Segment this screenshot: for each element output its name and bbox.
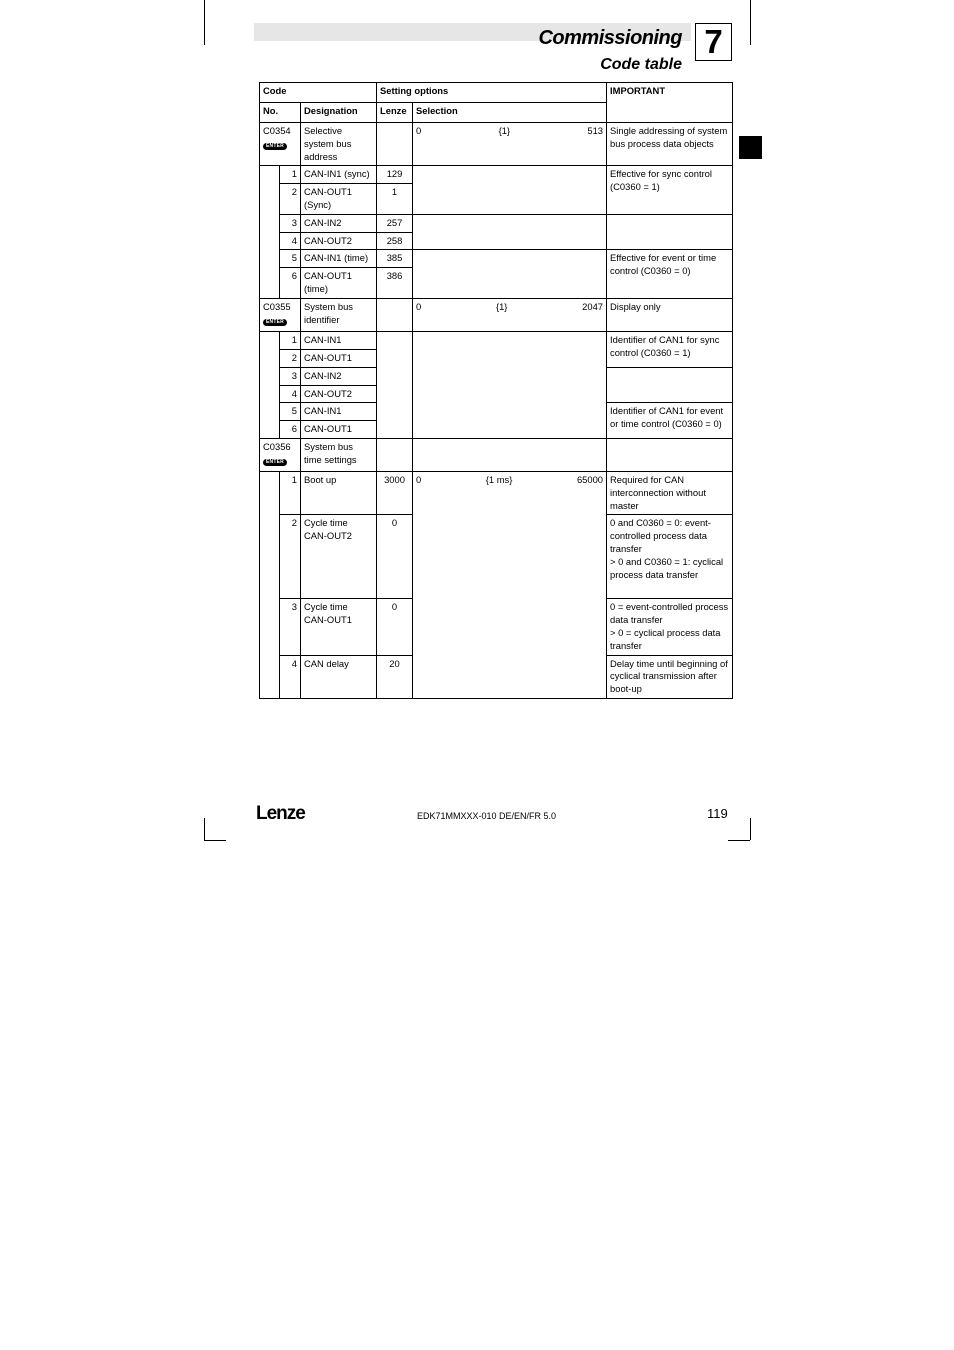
important-line: > 0 and C0360 = 1: cyclical process data transfer: [610, 555, 724, 580]
sub-no: 1: [280, 166, 301, 184]
sub-lenze: 257: [377, 214, 413, 232]
crop-mark: [204, 818, 205, 840]
sub-designation: CAN-OUT2: [301, 232, 377, 250]
code-cell: [260, 299, 301, 332]
lenze-cell: [377, 438, 413, 471]
sub-designation: CAN delay: [301, 655, 377, 698]
header-designation: Designation: [301, 103, 377, 123]
lenze-cell: [377, 299, 413, 332]
sub-lenze: 1: [377, 184, 413, 215]
sub-designation: CAN-IN1: [301, 332, 377, 350]
page-title: Commissioning: [538, 27, 682, 49]
table-row: [260, 123, 733, 166]
important-cell: [607, 515, 733, 599]
important-line: 0 = event-controlled process data transfer: [610, 601, 729, 626]
crop-mark: [750, 818, 751, 840]
selection-cell: [413, 166, 607, 214]
sub-no: 6: [280, 268, 301, 299]
sub-designation: CAN-OUT1 (time): [301, 268, 377, 299]
lenze-logo: Lenze: [256, 803, 305, 824]
important-cell: Effective for event or time control (C0360 = 0): [607, 250, 733, 299]
sub-designation: Boot up: [301, 471, 377, 514]
sub-no: 4: [280, 655, 301, 698]
important-line: > 0 = cyclical process data transfer: [610, 626, 721, 651]
sub-lenze: 20: [377, 655, 413, 698]
table-row: [260, 250, 733, 268]
sub-no: 1: [280, 332, 301, 350]
sub-lenze: 386: [377, 268, 413, 299]
selection-max: 2047: [582, 301, 604, 313]
selection-step: {1 ms}: [485, 473, 513, 485]
table-row: [260, 299, 733, 332]
important-cell: Identifier of CAN1 for sync control (C0360 = 1): [607, 332, 733, 368]
selection-cell: [413, 299, 607, 332]
header-setting-options: Setting options: [377, 83, 607, 103]
selection-cell: [413, 250, 607, 299]
sub-no: 3: [280, 367, 301, 385]
selection-step: {1}: [495, 301, 508, 313]
sub-designation: CAN-OUT2: [301, 385, 377, 403]
sub-designation: Cycle time CAN-OUT2: [301, 515, 377, 599]
sub-lenze: 258: [377, 232, 413, 250]
important-cell: [607, 599, 733, 655]
sub-no: 2: [280, 349, 301, 367]
sub-designation: CAN-OUT1: [301, 349, 377, 367]
table-row: [260, 438, 733, 471]
table-row: [260, 471, 733, 514]
code-label: C0354: [263, 125, 291, 136]
sub-lenze: 0: [377, 515, 413, 599]
important-cell: Required for CAN interconnection without master: [607, 471, 733, 514]
enter-badge: ENTER: [263, 459, 287, 466]
sub-no: 4: [280, 385, 301, 403]
sub-no: 4: [280, 232, 301, 250]
selection-cell: [413, 438, 607, 471]
sub-designation: CAN-OUT1: [301, 421, 377, 439]
sub-designation: CAN-IN2: [301, 367, 377, 385]
selection-step: {1}: [498, 125, 511, 136]
crop-mark: [204, 840, 226, 841]
important-cell: Display only: [607, 299, 733, 332]
sub-no: 5: [280, 250, 301, 268]
code-table: [259, 82, 733, 699]
document-id: EDK71MMXXX-010 DE/EN/FR 5.0: [417, 811, 557, 821]
sub-no: 2: [280, 515, 301, 599]
lenze-cell: [377, 332, 413, 439]
crop-mark: [204, 0, 205, 45]
header-no: No.: [260, 103, 301, 123]
selection-min: 0: [416, 125, 422, 136]
sub-designation: CAN-OUT1 (Sync): [301, 184, 377, 215]
header-code: Code: [260, 83, 377, 103]
important-cell: [607, 214, 733, 250]
header-important: IMPORTANT: [607, 83, 733, 123]
indent-cell: [260, 471, 280, 698]
code-label: C0355: [263, 301, 291, 313]
chapter-number: 7: [695, 23, 732, 61]
sub-no: 6: [280, 421, 301, 439]
page-subtitle: Code table: [600, 56, 682, 73]
chapter-tab-marker: [739, 136, 762, 159]
sub-designation: CAN-IN1 (time): [301, 250, 377, 268]
crop-mark: [728, 840, 750, 841]
designation-cell: System bus identifier: [301, 299, 377, 332]
selection-cell: [413, 214, 607, 250]
sub-no: 3: [280, 214, 301, 232]
sub-lenze: 0: [377, 599, 413, 655]
sub-designation: Cycle time CAN-OUT1: [301, 599, 377, 655]
sub-no: 1: [280, 471, 301, 514]
indent-cell: [260, 166, 280, 299]
table-row: [260, 214, 733, 232]
important-cell: Identifier of CAN1 for event or time control (C0360 = 0): [607, 403, 733, 439]
table-row: [260, 332, 733, 350]
designation-cell: System bus time settings: [301, 438, 377, 471]
code-cell: [260, 123, 301, 166]
code-label: C0356: [263, 440, 291, 452]
sub-lenze: 129: [377, 166, 413, 184]
header-lenze: Lenze: [377, 103, 413, 123]
enter-badge: ENTER: [263, 319, 287, 326]
selection-cell: [413, 123, 607, 166]
sub-lenze: 3000: [377, 471, 413, 514]
enter-badge: ENTER: [263, 143, 287, 150]
code-cell: [260, 438, 301, 471]
sub-no: 5: [280, 403, 301, 421]
important-cell: [607, 438, 733, 471]
selection-max: 65000: [576, 473, 604, 485]
indent-cell: [260, 332, 280, 439]
important-cell: Delay time until beginning of cyclical transmission after boot-up: [607, 655, 733, 698]
selection-cell: [413, 332, 607, 439]
header-selection: Selection: [413, 103, 607, 123]
sub-designation: CAN-IN1 (sync): [301, 166, 377, 184]
selection-max: 513: [587, 125, 604, 136]
sub-no: 3: [280, 599, 301, 655]
important-cell: Single addressing of system bus process data objects: [607, 123, 733, 166]
important-cell: [607, 367, 733, 403]
selection-cell: [413, 471, 607, 698]
important-cell: Effective for sync control (C0360 = 1): [607, 166, 733, 214]
crop-mark: [750, 0, 751, 45]
important-line: 0 and C0360 = 0: event-controlled process data transfer: [610, 517, 711, 554]
designation-cell: Selective system bus address: [301, 123, 377, 166]
sub-no: 2: [280, 184, 301, 215]
page-number: 119: [707, 806, 728, 821]
sub-designation: CAN-IN2: [301, 214, 377, 232]
selection-min: 0: [416, 301, 422, 313]
sub-lenze: 385: [377, 250, 413, 268]
table-row: [260, 166, 733, 184]
lenze-cell: [377, 123, 413, 166]
sub-designation: CAN-IN1: [301, 403, 377, 421]
selection-min: 0: [416, 473, 422, 485]
